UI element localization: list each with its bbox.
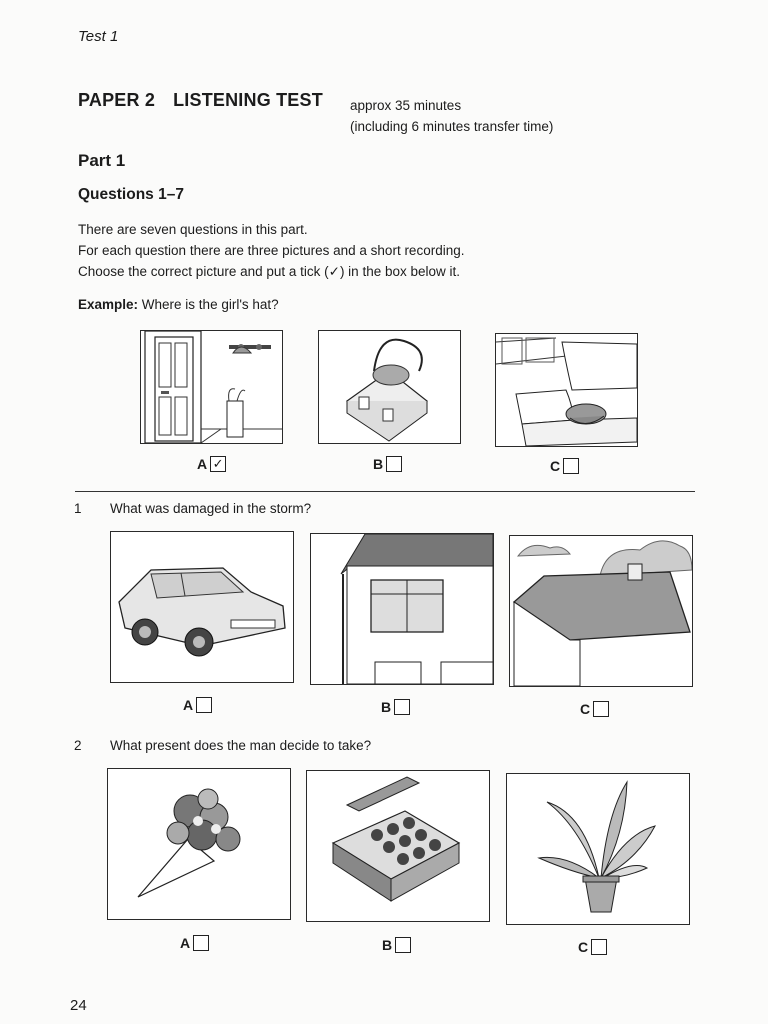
bus-seat-illustration <box>496 334 637 446</box>
example-question-text: Where is the girl's hat? <box>141 297 279 312</box>
question-1-option-b <box>381 699 410 715</box>
car-illustration <box>111 532 293 682</box>
question-2-text: What present does the man decide to take? <box>110 738 372 753</box>
house-window-illustration <box>311 534 493 684</box>
duration-line-1: approx 35 minutes <box>350 98 462 113</box>
paper-code: PAPER 2 <box>78 90 156 110</box>
example-answer-box-a[interactable]: ✓ <box>210 456 226 472</box>
chocolate-box-illustration <box>307 771 489 921</box>
picture-house-window <box>310 533 494 685</box>
question-1-text: What was damaged in the storm? <box>110 501 312 516</box>
running-head: Test 1 <box>78 28 119 45</box>
example-option-b <box>373 456 402 472</box>
question-2-option-a <box>180 935 209 951</box>
example-answer-box-b[interactable] <box>386 456 402 472</box>
roof-illustration <box>510 536 692 686</box>
question-1-option-c <box>580 701 609 717</box>
picture-car <box>110 531 294 683</box>
option-letter: B <box>381 699 392 715</box>
question-2-answer-box-b[interactable] <box>395 937 411 953</box>
option-letter: B <box>373 456 384 472</box>
potted-plant-illustration <box>507 774 689 924</box>
part-heading: Part 1 <box>78 151 126 170</box>
paper-title <box>78 90 323 111</box>
example-option-a <box>197 456 226 472</box>
option-letter: C <box>550 458 561 474</box>
question-2-answer-box-c[interactable] <box>591 939 607 955</box>
option-letter: C <box>578 939 589 955</box>
duration-line-2: (including 6 minutes transfer time) <box>350 119 554 134</box>
instruction-line: There are seven questions in this part. <box>78 222 308 237</box>
instructions <box>78 219 464 282</box>
hallway-door-illustration <box>141 331 282 443</box>
questions-range: Questions 1–7 <box>78 186 184 203</box>
question-1-answer-box-b[interactable] <box>394 699 410 715</box>
question-1-number: 1 <box>74 501 82 516</box>
instruction-line: For each question there are three pictures and a short recording. <box>78 243 465 258</box>
option-letter: B <box>382 937 393 953</box>
example-question <box>78 297 279 312</box>
question-1-answer-box-a[interactable] <box>196 697 212 713</box>
picture-school-bag <box>318 330 461 444</box>
option-letter: A <box>183 697 194 713</box>
example-answer-box-c[interactable] <box>563 458 579 474</box>
question-2-answer-box-a[interactable] <box>193 935 209 951</box>
paper-name: LISTENING TEST <box>173 90 323 110</box>
instruction-line: Choose the correct picture and put a tick (✓) in the box below it. <box>78 264 461 279</box>
option-letter: A <box>180 935 191 951</box>
question-1-option-a <box>183 697 212 713</box>
question-2-option-b <box>382 937 411 953</box>
picture-bus-seat <box>495 333 638 447</box>
paper-duration <box>350 95 553 137</box>
picture-roof <box>509 535 693 687</box>
question-1-answer-box-c[interactable] <box>593 701 609 717</box>
question-2-number: 2 <box>74 738 82 753</box>
option-letter: A <box>197 456 208 472</box>
question-2-option-c <box>578 939 607 955</box>
example-label: Example: <box>78 297 139 312</box>
option-letter: C <box>580 701 591 717</box>
example-option-c <box>550 458 579 474</box>
page-number: 24 <box>70 997 87 1014</box>
school-bag-illustration <box>319 331 460 443</box>
picture-chocolate-box <box>306 770 490 922</box>
bouquet-illustration <box>108 769 290 919</box>
picture-potted-plant <box>506 773 690 925</box>
picture-bouquet <box>107 768 291 920</box>
picture-hallway-door <box>140 330 283 444</box>
section-divider <box>75 491 695 492</box>
